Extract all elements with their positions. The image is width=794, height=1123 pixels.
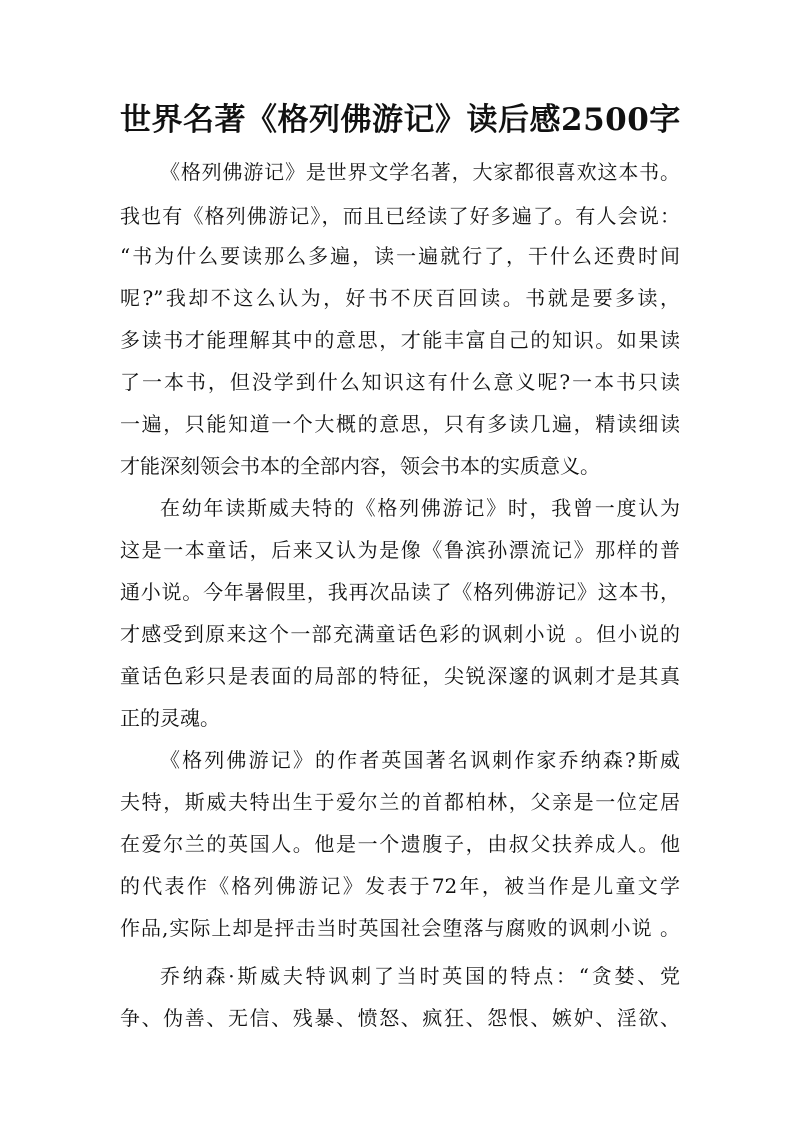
text-line: “书为什么要读那么多遍，读一遍就行了，干什么还费时间 [120, 244, 680, 268]
text-line: 夫特，斯威夫特出生于爱尔兰的首都柏林，父亲是一位定居 [120, 790, 680, 814]
text-line: 多读书才能理解其中的意思，才能丰富自己的知识。如果读 [120, 328, 680, 352]
text-line: 这是一本童话，后来又认为是像《鲁滨孙漂流记》那样的普 [120, 538, 680, 562]
text-line: 《格列佛游记》是世界文学名著，大家都很喜欢这本书。 [160, 160, 680, 184]
text-line: 正的灵魂。 [120, 706, 220, 730]
document-title: 世界名著《格列佛游记》读后感2500字 [120, 102, 681, 138]
text-line: 我也有《格列佛游记》，而且已经读了好多遍了。有人会说： [120, 204, 680, 228]
text-line: 在幼年读斯威夫特的《格列佛游记》时，我曾一度认为 [160, 496, 680, 520]
text-line: 了一本书，但没学到什么知识这有什么意义呢?一本书只读 [120, 370, 680, 394]
text-line: 一遍，只能知道一个大概的意思，只有多读几遍，精读细读 [120, 412, 680, 436]
text-line: 《格列佛游记》的作者英国著名讽刺作家乔纳森?斯威 [160, 748, 680, 772]
text-line: 通小说。今年暑假里，我再次品读了《格列佛游记》这本书， [120, 580, 680, 604]
text-line: 作品,实际上却是抨击当时英国社会堕落与腐败的讽刺小说 。 [120, 916, 680, 940]
text-line: 呢?”我却不这么认为，好书不厌百回读。书就是要多读， [120, 286, 680, 310]
text-line: 乔纳森·斯威夫特讽刺了当时英国的特点：“贪婪、党 [160, 964, 680, 988]
text-line: 在爱尔兰的英国人。他是一个遗腹子，由叔父扶养成人。他 [120, 832, 680, 856]
text-line: 才能深刻领会书本的全部内容，领会书本的实质意义。 [120, 454, 600, 478]
text-line: 才感受到原来这个一部充满童话色彩的讽刺小说 。但小说的 [120, 622, 680, 646]
text-line: 争、伪善、无信、残暴、愤怒、疯狂、怨恨、嫉妒、淫欲、 [120, 1006, 680, 1030]
text-line: 的代表作《格列佛游记》发表于72年，被当作是儿童文学 [120, 874, 680, 898]
text-line: 童话色彩只是表面的局部的特征，尖锐深邃的讽刺才是其真 [120, 664, 680, 688]
